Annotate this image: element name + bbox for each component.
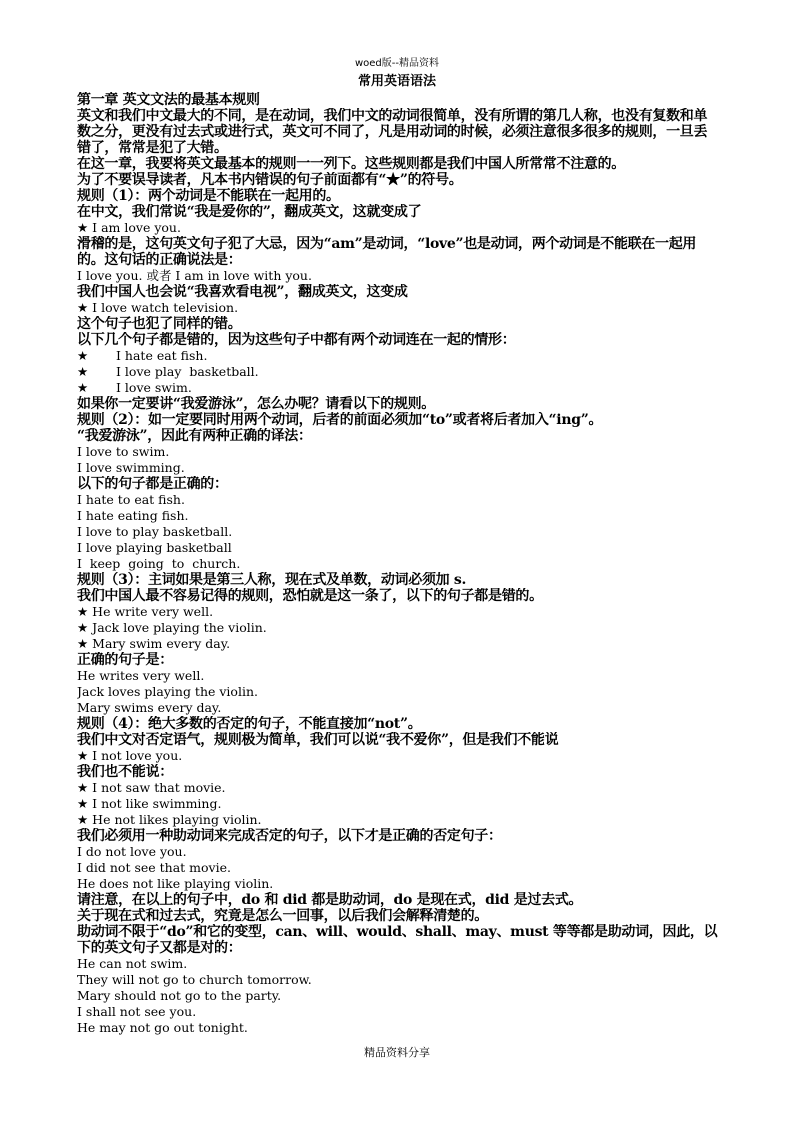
page-header: woed版--精品资料 bbox=[354, 58, 439, 69]
paragraph: 以下几个句子都是错的，因为这些句子中都有两个动词连在一起的情形： bbox=[77, 332, 516, 348]
paragraph: 在这一章，我要将英文最基本的规则一一列下。这些规则都是我们中国人所常常不注意的。 bbox=[77, 156, 625, 172]
example-sentence: They will not go to church tomorrow. bbox=[77, 972, 312, 987]
example-sentence: He may not go out tonight. bbox=[77, 1020, 248, 1035]
wrong-example: ★ I not saw that movie. bbox=[77, 780, 226, 795]
paragraph: 我们也不能说： bbox=[77, 764, 173, 780]
paragraph: 这个句子也犯了同样的错。 bbox=[77, 316, 242, 332]
wrong-example: ★ He not likes playing violin. bbox=[77, 812, 262, 827]
rule-heading: 规则（4）：绝大多数的否定的句子，不能直接加“not”。 bbox=[77, 716, 422, 732]
paragraph: 如果你一定要讲“我爱游泳”，怎么办呢？请看以下的规则。 bbox=[77, 396, 436, 412]
paragraph: 为了不要误导读者，凡本书内错误的句子前面都有“★”的符号。 bbox=[77, 172, 463, 188]
example-sentence: I love to play basketball. bbox=[77, 524, 233, 539]
example-sentence: I keep going to church. bbox=[77, 556, 241, 571]
example-sentence: I do not love you. bbox=[77, 844, 187, 859]
paragraph: 英文和我们中文最大的不同，是在动词，我们中文的动词很简单，没有所谓的第几人称，也没有复数和单数之分，更没有过去式或进行式，英文可不同了，凡是用动词的时候，必须注意很多很多的规则，一旦丢错了，常常是犯了大错。 bbox=[77, 108, 708, 156]
paragraph: 以下的句子都是正确的： bbox=[77, 476, 228, 492]
wrong-example: ★ Mary swim every day. bbox=[77, 636, 231, 651]
example-sentence: I love you. 或者 I am in love with you. bbox=[77, 268, 312, 283]
paragraph: “我爱游泳”，因此有两种正确的译法： bbox=[77, 428, 312, 444]
paragraph: 我们中国人也会说“我喜欢看电视”，翻成英文，这变成 bbox=[77, 284, 408, 300]
example-sentence: Jack loves playing the violin. bbox=[77, 684, 258, 699]
paragraph: 滑稽的是，这句英文句子犯了大忌，因为“am”是动词，“love”也是动词，两个动词是不能联在一起用的。这句话的正确说法是： bbox=[77, 236, 697, 268]
paragraph: 关于现在式和过去式，究竟是怎么一回事，以后我们会解释清楚的。 bbox=[77, 908, 488, 924]
example-sentence: He writes very well. bbox=[77, 668, 205, 683]
rule-heading: 规则（3）：主词如果是第三人称，现在式及单数，动词必须加 s. bbox=[77, 572, 467, 588]
paragraph: 正确的句子是： bbox=[77, 652, 173, 668]
example-sentence: I hate to eat fish. bbox=[77, 492, 185, 507]
example-sentence: I shall not see you. bbox=[77, 1004, 197, 1019]
wrong-example: ★ He write very well. bbox=[77, 604, 214, 619]
wrong-example: ★ I love swim. bbox=[77, 380, 192, 395]
paragraph: 请注意，在以上的句子中，do 和 did 都是助动词，do 是现在式，did 是过去式。 bbox=[77, 892, 583, 908]
page-footer: 精品资料分享 bbox=[364, 1046, 430, 1059]
example-sentence: I did not see that movie. bbox=[77, 860, 231, 875]
rule-heading: 规则（1）：两个动词是不能联在一起用的。 bbox=[77, 188, 340, 204]
example-sentence: I love swimming. bbox=[77, 460, 185, 475]
example-sentence: Mary swims every day. bbox=[77, 700, 222, 715]
paragraph: 我们中文对否定语气，规则极为简单，我们可以说“我不爱你”，但是我们不能说 bbox=[77, 732, 559, 748]
paragraph: 我们必须用一种助动词来完成否定的句子，以下才是正确的否定句子： bbox=[77, 828, 502, 844]
wrong-example: ★ I love watch television. bbox=[77, 300, 239, 315]
wrong-example: ★ I love play basketball. bbox=[77, 364, 259, 379]
paragraph: 在中文，我们常说“我是爱你的”，翻成英文，这就变成了 bbox=[77, 204, 422, 220]
wrong-example: ★ I not like swimming. bbox=[77, 796, 222, 811]
rule-heading: 规则（2）：如一定要同时用两个动词，后者的前面必须加“to”或者将后者加入“ing”。 bbox=[77, 412, 603, 428]
paragraph: 助动词不限于“do”和它的变型，can、will、would、shall、may、must 等等都是助动词，因此，以下的英文句子又都是对的： bbox=[77, 924, 718, 956]
example-sentence: I love playing basketball bbox=[77, 540, 232, 555]
example-sentence: Mary should not go to the party. bbox=[77, 988, 282, 1003]
document-body bbox=[77, 92, 719, 1036]
example-sentence: I hate eating fish. bbox=[77, 508, 189, 523]
wrong-example: ★ I am love you. bbox=[77, 220, 181, 235]
example-sentence: He does not like playing violin. bbox=[77, 876, 274, 891]
wrong-example: ★ I not love you. bbox=[77, 748, 183, 763]
example-sentence: I love to swim. bbox=[77, 444, 170, 459]
example-sentence: He can not swim. bbox=[77, 956, 188, 971]
wrong-example: ★ I hate eat fish. bbox=[77, 348, 208, 363]
chapter-heading: 第一章 英文文法的最基本规则 bbox=[77, 92, 260, 108]
paragraph: 我们中国人最不容易记得的规则，恐怕就是这一条了，以下的句子都是错的。 bbox=[77, 588, 543, 604]
document-title: 常用英语语法 bbox=[357, 74, 436, 89]
wrong-example: ★ Jack love playing the violin. bbox=[77, 620, 267, 635]
